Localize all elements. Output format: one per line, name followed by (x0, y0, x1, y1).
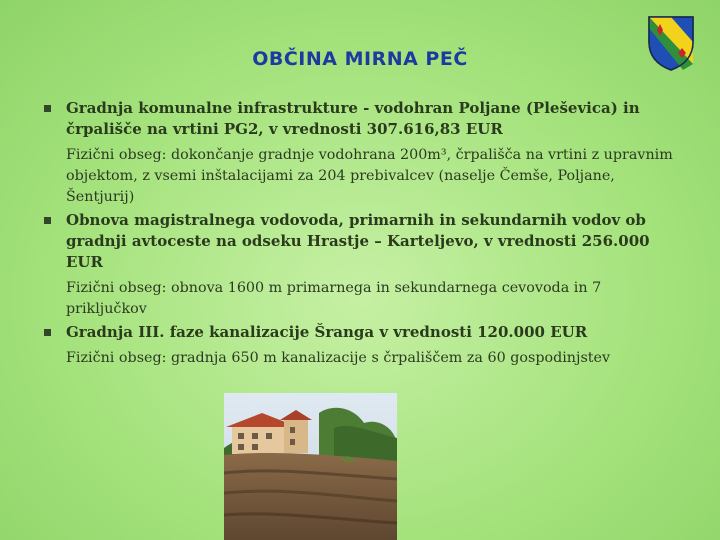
square-bullet-icon (44, 329, 51, 336)
construction-site-photo (224, 393, 397, 540)
item-text: Obnova magistralnega vodovoda, primarnih in sekundarnih vodov ob gradnji avtoceste na odseku Hrastje – Karteljevo, v vrednosti 256.000 EUR (66, 211, 650, 271)
item-text: Gradnja III. faze kanalizacije Šranga v vrednosti 120.000 EUR (66, 323, 588, 341)
list-item (40, 322, 680, 369)
municipal-coat-of-arms-icon (646, 14, 696, 72)
item-detail: Fizični obseg: obnova 1600 m primarnega in sekundarnega cevovoda in 7 priključkov (66, 280, 602, 317)
list-item (40, 98, 680, 208)
square-bullet-icon (44, 105, 51, 112)
item-detail: Fizični obseg: gradnja 650 m kanalizacije s črpališčem za 60 gospodinjstev (66, 350, 611, 366)
page-title: OBČINA MIRNA PEČ (252, 48, 468, 70)
list-item (40, 210, 680, 320)
item-text: Gradnja komunalne infrastrukture - vodohran Poljane (Pleševica) in črpališče na vrtini PG2, v vrednosti 307.616,83 EUR (66, 99, 640, 138)
item-detail: Fizični obseg: dokončanje gradnje vodohrana 200m³, črpališča na vrtini z upravnim objektom, z vsemi inštalacijami za 204 prebivalcev (naselje Čemše, Poljane, Šentjurij) (66, 147, 673, 205)
content-list (40, 98, 680, 369)
square-bullet-icon (44, 217, 51, 224)
